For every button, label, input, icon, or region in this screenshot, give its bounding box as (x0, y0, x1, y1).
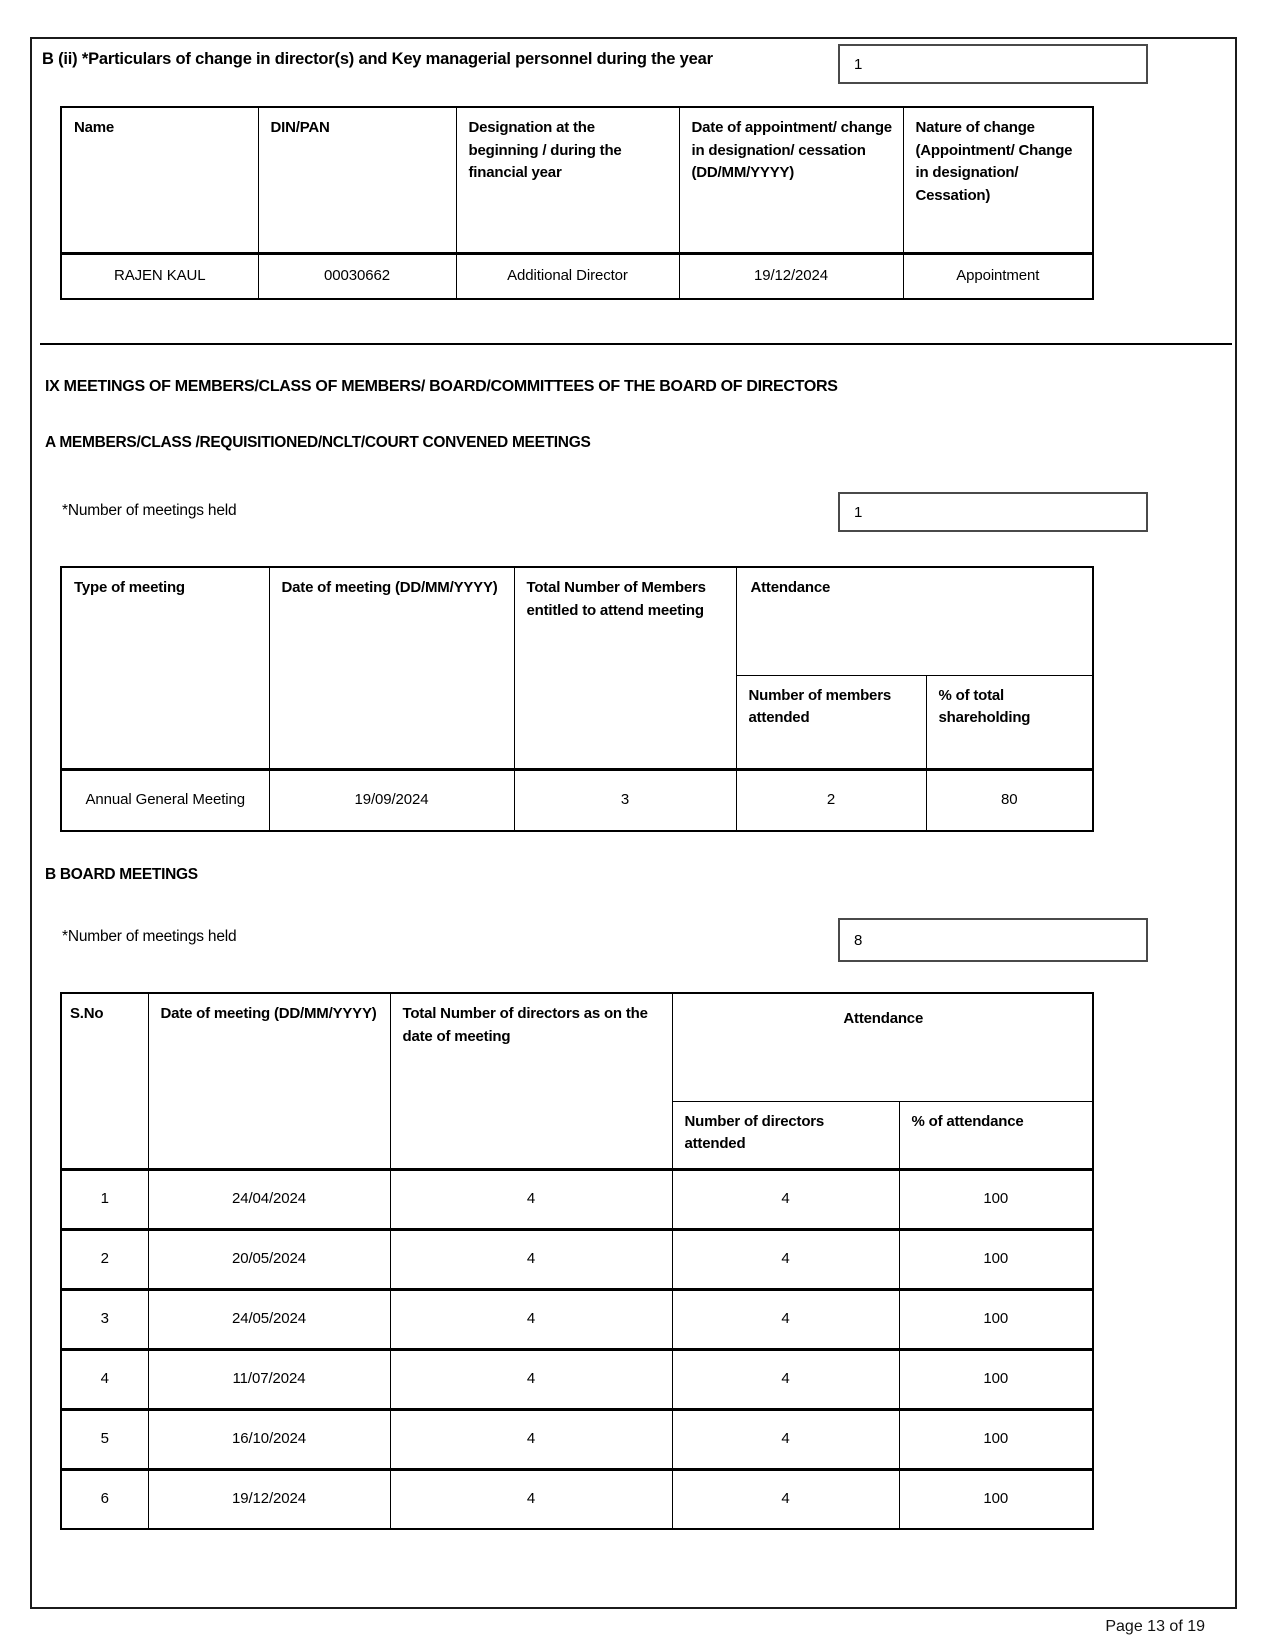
col-nature-change: Nature of change (Appointment/ Change in designation/ Cessation) (903, 107, 1093, 253)
cell-date: 24/04/2024 (148, 1169, 390, 1229)
b2-change-count-value: 1 (854, 55, 863, 73)
col-total-members: Total Number of Members entitled to attend meeting (514, 567, 736, 769)
table-row (61, 1289, 1093, 1349)
section-ix-heading: IX MEETINGS OF MEMBERS/CLASS OF MEMBERS/ BOARD/COMMITTEES OF THE BOARD OF DIRECTORS (45, 378, 838, 395)
cell-date: 20/05/2024 (148, 1229, 390, 1289)
cell-designation: Additional Director (456, 253, 679, 299)
cell-total-directors: 4 (390, 1349, 672, 1409)
directors-change-header-row (61, 107, 1093, 253)
directors-change-table (60, 106, 1094, 300)
members-meetings-held-input[interactable] (838, 492, 1148, 532)
col-pct-shareholding: % of total shareholding (926, 675, 1093, 769)
cell-total-directors: 4 (390, 1469, 672, 1529)
cell-directors-attended: 4 (672, 1349, 899, 1409)
col-pct-attendance: % of attendance (899, 1101, 1093, 1169)
members-meetings-header-row (61, 567, 1093, 675)
section-ix-b-heading: B BOARD MEETINGS (45, 866, 198, 883)
cell-directors-attended: 4 (672, 1229, 899, 1289)
table-row (61, 1229, 1093, 1289)
cell-name: RAJEN KAUL (61, 253, 258, 299)
board-meetings-held-label: *Number of meetings held (62, 928, 237, 945)
table-row (61, 1409, 1093, 1469)
col-designation: Designation at the beginning / during the financial year (456, 107, 679, 253)
page-number-label: Page 13 of 19 (1105, 1618, 1205, 1635)
table-row (61, 1169, 1093, 1229)
board-meetings-held-value: 8 (854, 931, 863, 949)
cell-date: 19/12/2024 (679, 253, 903, 299)
col-date-appointment: Date of appointment/ change in designation/ cessation (DD/MM/YYYY) (679, 107, 903, 253)
table-row (61, 253, 1093, 299)
board-meetings-held-input[interactable] (838, 918, 1148, 962)
cell-pct-attendance: 100 (899, 1289, 1093, 1349)
cell-date: 11/07/2024 (148, 1349, 390, 1409)
cell-total-members: 3 (514, 769, 736, 831)
cell-pct-shareholding: 80 (926, 769, 1093, 831)
cell-sno: 6 (61, 1469, 148, 1529)
table-row (61, 1349, 1093, 1409)
cell-total-directors: 4 (390, 1409, 672, 1469)
col-date-of-meeting: Date of meeting (DD/MM/YYYY) (269, 567, 514, 769)
col-members-attended: Number of members attended (736, 675, 926, 769)
table-row (61, 769, 1093, 831)
col-total-directors: Total Number of directors as on the date of meeting (390, 993, 672, 1169)
cell-total-directors: 4 (390, 1289, 672, 1349)
col-sno: S.No (61, 993, 148, 1169)
col-name: Name (61, 107, 258, 253)
cell-total-directors: 4 (390, 1169, 672, 1229)
cell-date: 24/05/2024 (148, 1289, 390, 1349)
cell-pct-attendance: 100 (899, 1409, 1093, 1469)
cell-nature: Appointment (903, 253, 1093, 299)
section-divider (40, 343, 1232, 345)
cell-directors-attended: 4 (672, 1409, 899, 1469)
cell-directors-attended: 4 (672, 1469, 899, 1529)
col-date-of-meeting: Date of meeting (DD/MM/YYYY) (148, 993, 390, 1169)
board-meetings-table (60, 992, 1094, 1530)
cell-sno: 4 (61, 1349, 148, 1409)
cell-din-pan: 00030662 (258, 253, 456, 299)
cell-sno: 1 (61, 1169, 148, 1229)
cell-members-attended: 2 (736, 769, 926, 831)
section-ix-a-heading: A MEMBERS/CLASS /REQUISITIONED/NCLT/COURT CONVENED MEETINGS (45, 434, 591, 451)
cell-pct-attendance: 100 (899, 1469, 1093, 1529)
table-row (61, 1469, 1093, 1529)
members-meetings-held-value: 1 (854, 503, 863, 521)
section-b2-heading: B (ii) *Particulars of change in director(s) and Key managerial personnel during the year (42, 50, 713, 68)
cell-meeting-type: Annual General Meeting (61, 769, 269, 831)
cell-directors-attended: 4 (672, 1289, 899, 1349)
col-directors-attended: Number of directors attended (672, 1101, 899, 1169)
board-meetings-header-row (61, 993, 1093, 1101)
cell-directors-attended: 4 (672, 1169, 899, 1229)
cell-pct-attendance: 100 (899, 1169, 1093, 1229)
cell-pct-attendance: 100 (899, 1349, 1093, 1409)
cell-sno: 3 (61, 1289, 148, 1349)
col-attendance: Attendance (736, 567, 1093, 675)
col-type-of-meeting: Type of meeting (61, 567, 269, 769)
col-din-pan: DIN/PAN (258, 107, 456, 253)
cell-total-directors: 4 (390, 1229, 672, 1289)
b2-change-count-input[interactable] (838, 44, 1148, 84)
cell-date: 19/12/2024 (148, 1469, 390, 1529)
members-meetings-table (60, 566, 1094, 832)
cell-meeting-date: 19/09/2024 (269, 769, 514, 831)
members-meetings-held-label: *Number of meetings held (62, 502, 237, 519)
cell-date: 16/10/2024 (148, 1409, 390, 1469)
cell-sno: 2 (61, 1229, 148, 1289)
col-attendance: Attendance (672, 993, 1093, 1101)
cell-pct-attendance: 100 (899, 1229, 1093, 1289)
cell-sno: 5 (61, 1409, 148, 1469)
